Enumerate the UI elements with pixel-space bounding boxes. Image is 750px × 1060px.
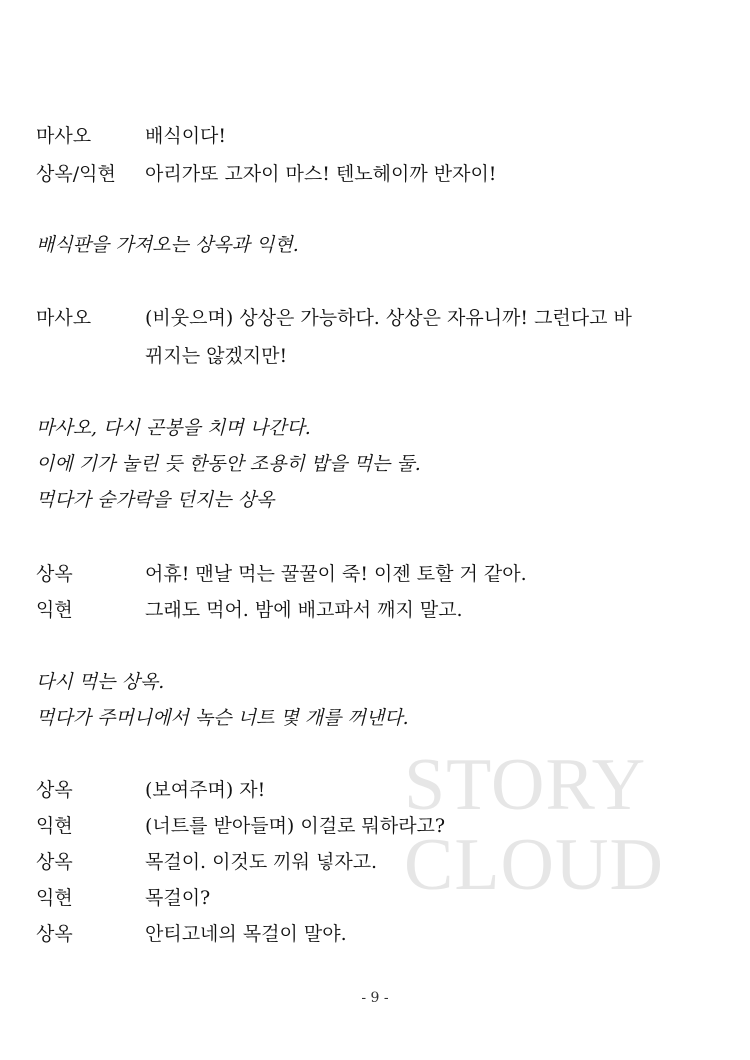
dialogue-text: 목걸이? [145,887,211,909]
speaker-name: 상옥 [36,851,73,873]
dialogue-text: 목걸이. 이것도 끼워 넣자고. [145,851,378,873]
speaker-name: 익현 [36,815,73,837]
dialogue-text: (보여주며) 자! [145,779,266,801]
dialogue-continuation: 뀌지는 않겠지만! [145,345,288,367]
dialogue-text: 그래도 먹어. 밤에 배고파서 깨지 말고. [145,599,463,621]
dialogue-text: (너트를 받아들며) 이걸로 뭐하라고? [145,815,446,837]
watermark-line-2: CLOUD [404,824,664,906]
stage-direction: 이에 기가 눌린 듯 한동안 조용히 밥을 먹는 둘. [36,453,421,475]
speaker-name: 상옥/익현 [36,163,116,185]
page-number: - 9 - [361,990,389,1006]
speaker-name: 마사오 [36,125,92,147]
dialogue-text: 어휴! 맨날 먹는 꿀꿀이 죽! 이젠 토할 거 같아. [145,563,527,585]
speaker-name: 상옥 [36,779,73,801]
stage-direction: 다시 먹는 상옥. [36,671,165,693]
dialogue-text: (비웃으며) 상상은 가능하다. 상상은 자유니까! 그런다고 바 [145,307,632,329]
stage-direction: 먹다가 주머니에서 녹슨 너트 몇 개를 꺼낸다. [36,707,409,729]
stage-direction: 배식판을 가져오는 상옥과 익현. [36,234,299,256]
dialogue-text: 배식이다! [145,125,227,147]
speaker-name: 상옥 [36,923,73,945]
stage-direction: 마사오, 다시 곤봉을 치며 나간다. [36,417,311,439]
watermark-line-1: STORY [404,744,647,826]
stage-direction: 먹다가 숟가락을 던지는 상옥 [36,489,275,511]
story-cloud-watermark [404,745,704,905]
speaker-name: 익현 [36,887,73,909]
speaker-name: 익현 [36,599,73,621]
speaker-name: 마사오 [36,307,92,329]
dialogue-text: 아리가또 고자이 마스! 텐노헤이까 반자이! [145,163,497,185]
dialogue-text: 안티고네의 목걸이 말야. [145,923,347,945]
speaker-name: 상옥 [36,563,73,585]
